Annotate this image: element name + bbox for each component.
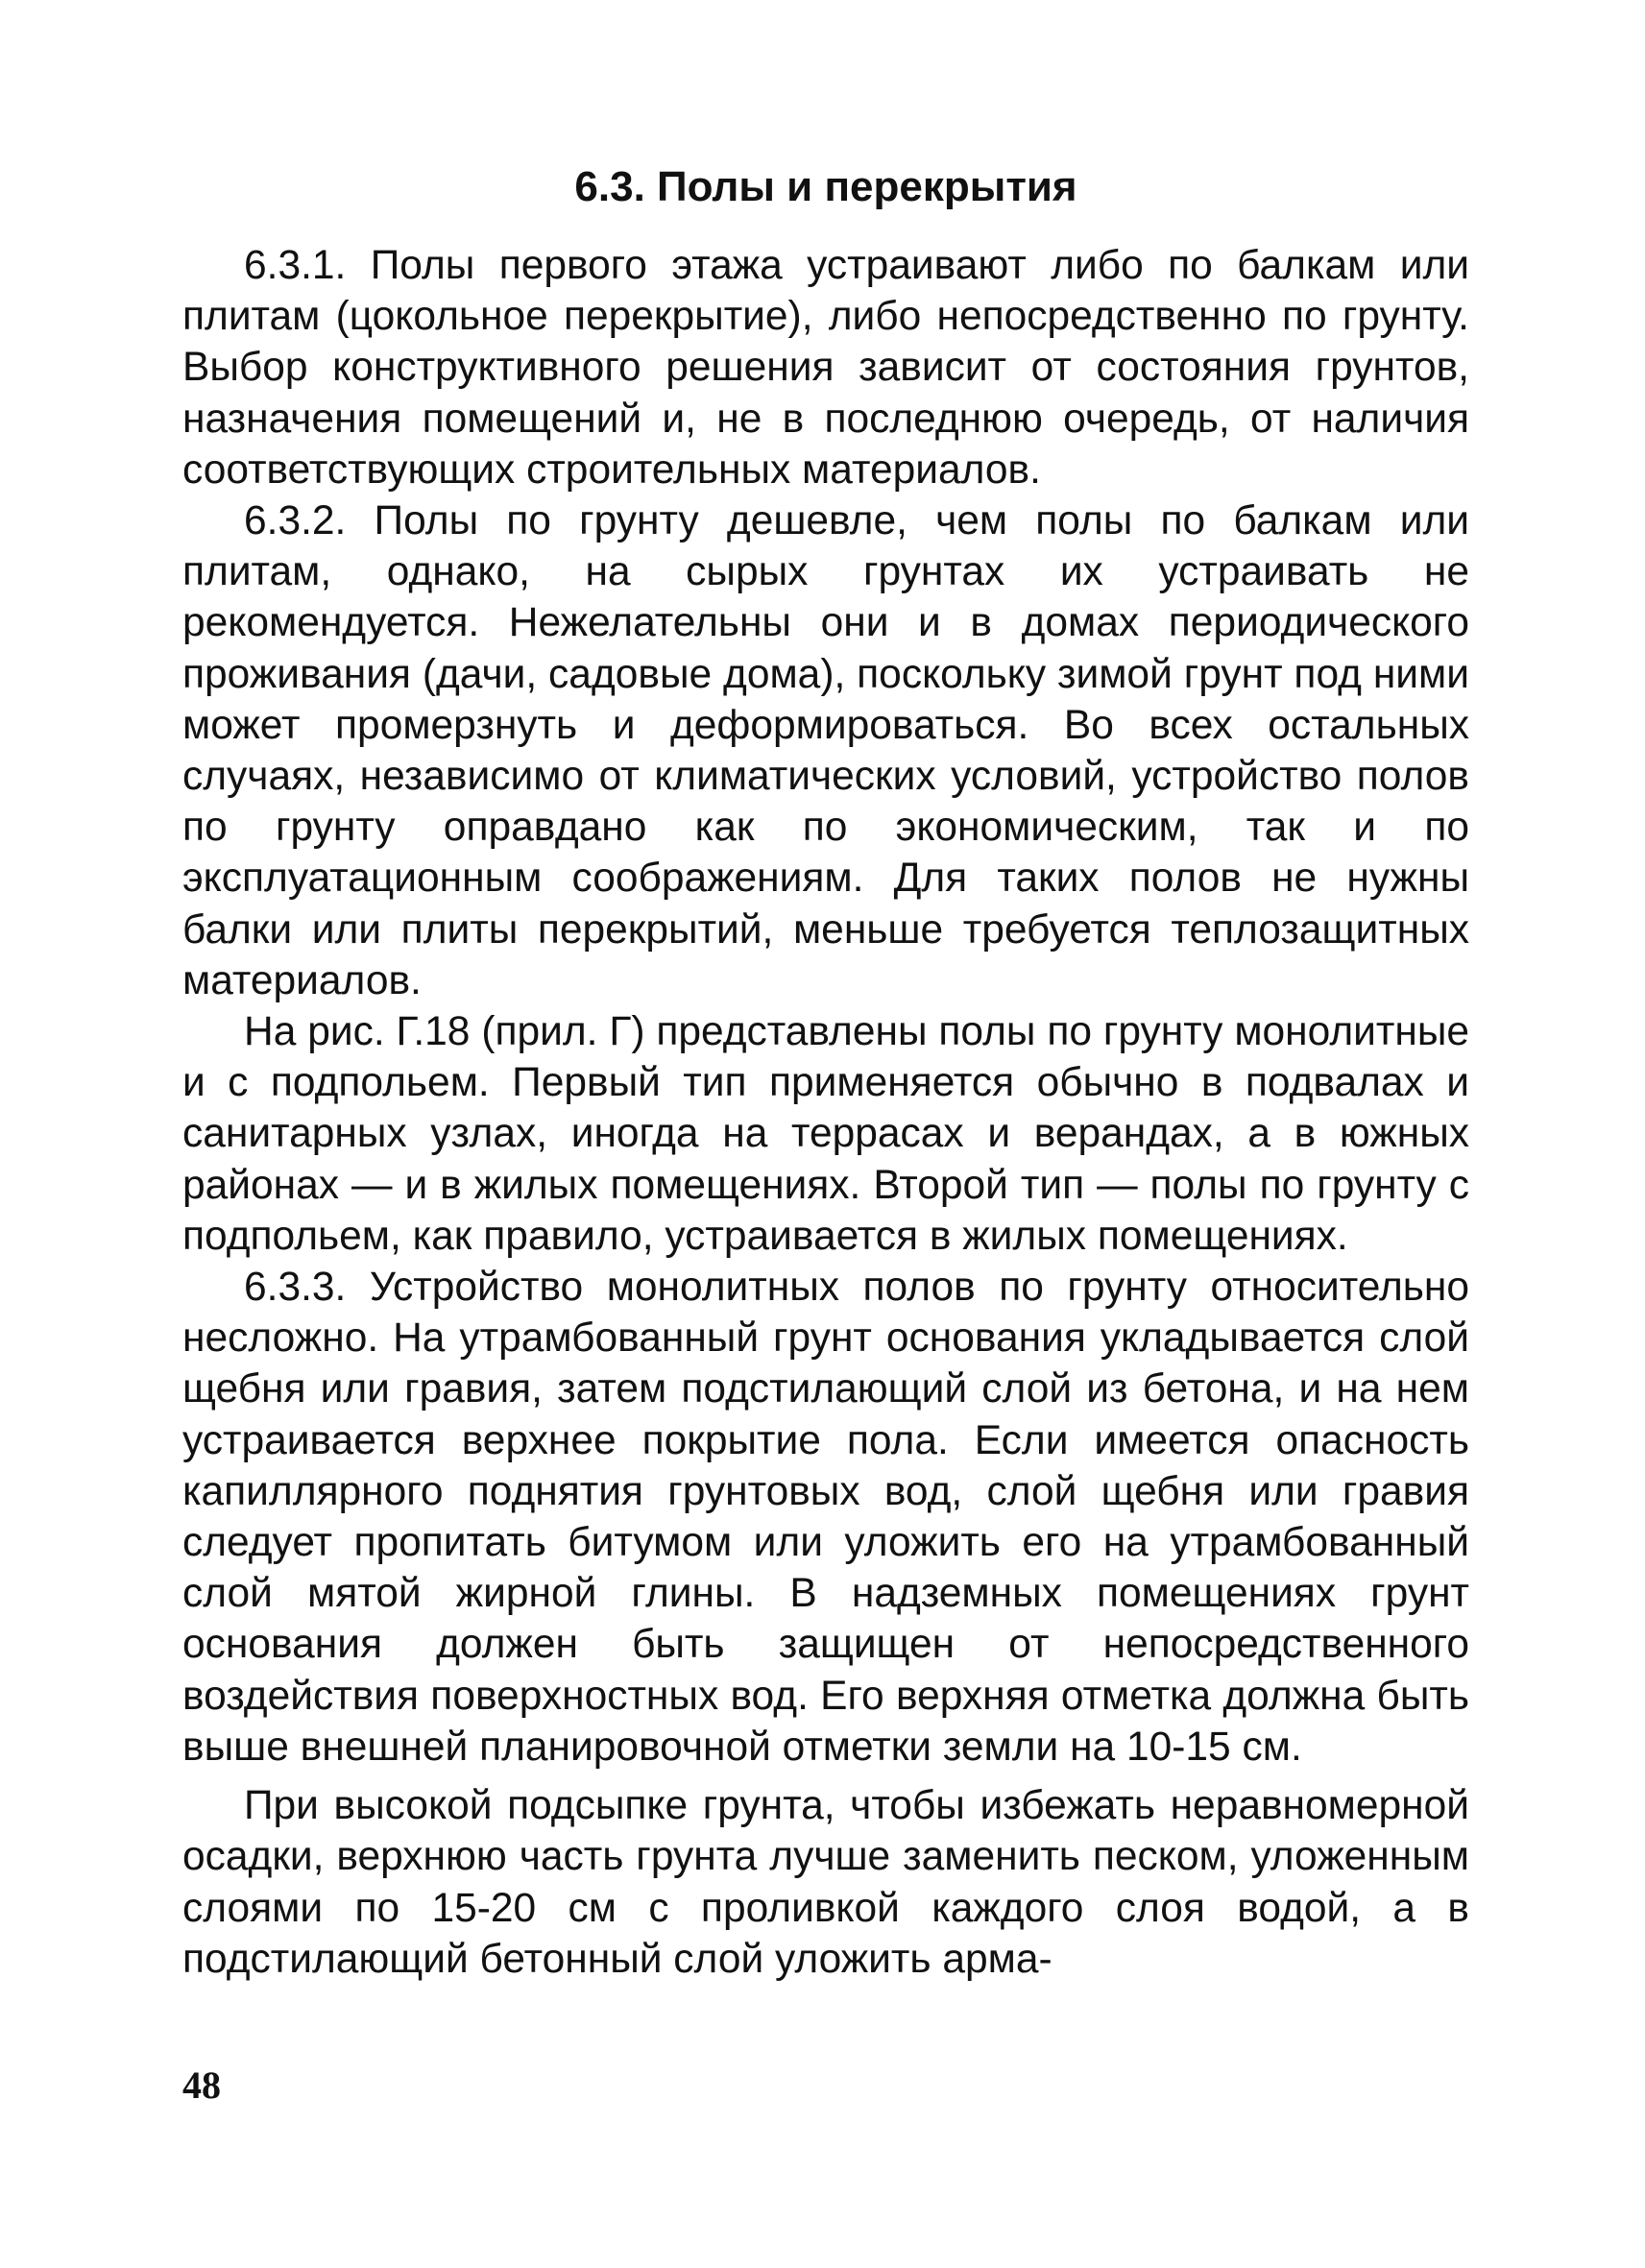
paragraph-6-3-1: 6.3.1. Полы первого этажа устраивают либо по балкам или плитам (цокольное перекрытие), либо непосредственно по грунту. Выбор конструктивного решения зависит от состояния грунтов, назначения помещений и, не в последнюю очередь, от наличия соответствующих строительных материалов.: [182, 243, 1469, 493]
section-heading: 6.3. Полы и перекрытия: [574, 163, 1077, 210]
paragraph-6-3-2: 6.3.2. Полы по грунту дешевле, чем полы по балкам или плитам, однако, на сырых грунтах их устраивать не рекомендуется. Нежелательны они и в домах периодического проживания (дачи, садовые дома), поскольку зимой грунт под ними может промерзнуть и деформироваться. Во всех остальных случаях, независимо от климатических условий, устройство полов по грунту оправдано как по экономическим, так и по эксплуатационным соображениям. Для таких полов не нужны балки или плиты перекрытий, меньше требуется теплозащитных материалов.: [182, 498, 1469, 1003]
paragraph-6-3-3: 6.3.3. Устройство монолитных полов по грунту относительно несложно. На утрамбованный грунт основания укладывается слой щебня или гравия, затем подстилающий слой из бетона, и на нем устраивается верхнее покрытие пола. Если имеется опасность капиллярного поднятия грунтовых вод, слой щебня или гравия следует пропитать битумом или уложить его на утрамбованный слой мятой жирной глины. В надземных помещениях грунт основания должен быть защищен от непосредственного воздействия поверхностных вод. Его верхняя отметка должна быть выше внешней планировочной отметки земли на 10-15 см.: [182, 1265, 1469, 1770]
paragraph-figure-reference: На рис. Г.18 (прил. Г) представлены полы по грунту монолитные и с подпольем. Первый тип применяется обычно в подвалах и санитарных узлах, иногда на террасах и верандах, а в южных районах — и в жилых помещениях. Второй тип — полы по грунту с подпольем, как правило, устраивается в жилых помещениях.: [182, 1009, 1469, 1259]
page-number: 48: [182, 2063, 221, 2107]
body-text: [182, 240, 1469, 1985]
paragraph-high-fill: При высокой подсыпке грунта, чтобы избежать неравномерной осадки, верхнюю часть грунта лучше заменить песком, уложенным слоями по 15-20 см с проливкой каждого слоя водой, а в подстилающий бетонный слой уложить арма-: [182, 1783, 1469, 1982]
